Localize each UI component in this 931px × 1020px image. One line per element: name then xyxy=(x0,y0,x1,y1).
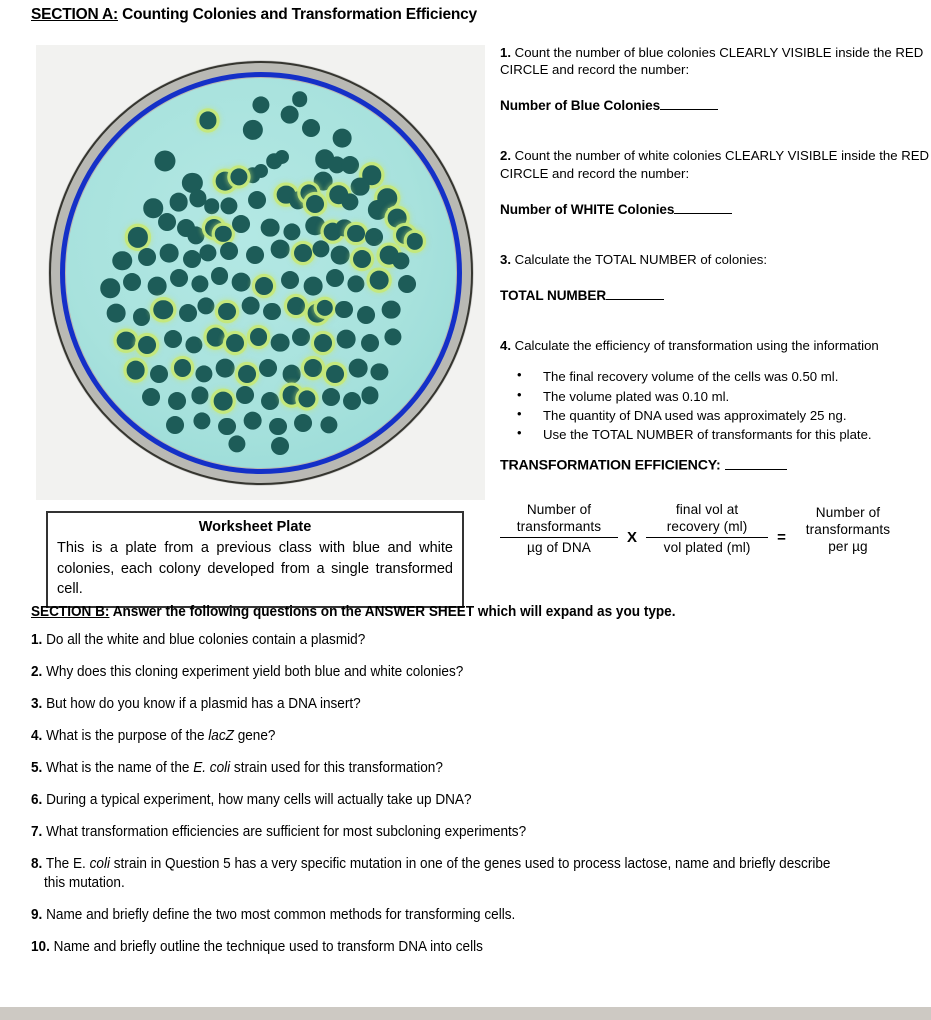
formula-fraction-1-numerator xyxy=(500,502,618,538)
question-a2 xyxy=(500,147,931,181)
question-a2-text: Count the number of white colonies CLEARLY VISIBLE inside the RED CIRCLE and record the number: xyxy=(500,148,930,181)
bacterial-colony xyxy=(226,334,244,352)
bacterial-colony xyxy=(133,308,151,326)
question-number: 10. xyxy=(31,938,50,955)
bacterial-colony xyxy=(123,273,141,291)
formula-result-line3: per µg xyxy=(828,538,868,554)
total-number-label: TOTAL NUMBER xyxy=(500,288,607,304)
bacterial-colony xyxy=(406,233,422,249)
bacterial-colony xyxy=(342,194,359,211)
petri-plate-image xyxy=(36,45,485,500)
formula-result-line2: transformants xyxy=(805,521,891,537)
question-a2-number: 2. xyxy=(500,148,511,164)
bacterial-colony xyxy=(191,387,208,404)
section-b-title: Answer the following questions on the ANSWER SHEET which will expand as you type. xyxy=(109,604,676,620)
total-number-field[interactable] xyxy=(500,288,931,303)
bacterial-colony xyxy=(347,225,365,243)
bacterial-colony xyxy=(320,416,337,433)
bacterial-colony xyxy=(271,333,290,352)
section-a-heading xyxy=(31,6,477,24)
bacterial-colony xyxy=(385,328,402,345)
bacterial-colony xyxy=(232,273,251,292)
bacterial-colony xyxy=(287,297,305,315)
bacterial-colony xyxy=(322,388,340,406)
formula-f1-denominator: µg of DNA xyxy=(527,539,591,555)
bacterial-colony xyxy=(326,365,344,383)
bacterial-colony xyxy=(353,250,371,268)
question-number: 1. xyxy=(31,632,43,648)
question-a1-number: 1. xyxy=(500,45,511,60)
bacterial-colony xyxy=(294,244,312,262)
bacterial-colony xyxy=(243,120,263,140)
plate-caption-body: This is a plate from a previous class with blue and white colonies, each colony developed from a single transformed cell. xyxy=(57,540,453,598)
bacterial-colony xyxy=(341,156,359,174)
bacterial-colony xyxy=(107,304,126,323)
section-b-question: 3. But how do you know if a plasmid has a DNA insert? xyxy=(31,695,361,712)
bacterial-colony xyxy=(150,365,168,383)
bacterial-colony xyxy=(331,246,350,265)
bacterial-colony xyxy=(229,436,246,453)
question-continuation: this mutation. xyxy=(44,874,125,891)
formula-fraction-2 xyxy=(646,502,768,557)
bacterial-colony xyxy=(253,164,267,178)
section-a-label: SECTION A: xyxy=(31,6,118,23)
section-b-question: 9. Name and briefly define the two most common methods for transforming cells. xyxy=(31,906,516,923)
bacterial-colony xyxy=(164,330,182,348)
question-a4-text: Calculate the efficiency of transformation using the information xyxy=(511,338,879,354)
bacterial-colony xyxy=(230,168,247,185)
bacterial-colony xyxy=(275,150,289,164)
bacterial-colony xyxy=(269,418,287,436)
bacterial-colony xyxy=(335,301,353,319)
bacterial-colony xyxy=(153,300,173,320)
section-b-label: SECTION B: xyxy=(31,604,110,620)
efficiency-fact-item: • The quantity of DNA used was approximately 25 ng. xyxy=(500,406,931,425)
bacterial-colony xyxy=(148,277,167,296)
bacterial-colony xyxy=(261,218,280,237)
bacterial-colony xyxy=(215,225,231,241)
bacterial-colony xyxy=(138,336,156,354)
question-a1-text: Count the number of blue colonies CLEARLY VISIBLE inside the RED CIRCLE and record the number: xyxy=(500,45,924,78)
bacterial-colony xyxy=(337,329,356,348)
question-a3 xyxy=(500,251,931,268)
bacterial-colony xyxy=(382,300,401,319)
bacterial-colony xyxy=(357,306,375,324)
bacterial-colony xyxy=(186,336,203,353)
question-a3-text: Calculate the TOTAL NUMBER of colonies: xyxy=(511,251,768,267)
bacterial-colony xyxy=(232,215,250,233)
bacterial-colony xyxy=(263,303,281,321)
bacterial-colony xyxy=(218,418,236,436)
bacterial-colony xyxy=(179,304,197,322)
formula-f2-denominator: vol plated (ml) xyxy=(663,539,751,555)
bacterial-colony xyxy=(206,327,225,346)
bacterial-colony xyxy=(361,387,378,404)
bacterial-colony xyxy=(367,200,387,220)
question-a1 xyxy=(500,44,931,78)
efficiency-fact-item: • The volume plated was 0.10 ml. xyxy=(500,387,931,406)
formula-f2-num-line1: final vol at xyxy=(675,502,739,517)
efficiency-facts-list xyxy=(500,367,931,444)
bacterial-colony xyxy=(166,416,184,434)
question-number: 6. xyxy=(31,791,43,808)
section-b-heading xyxy=(31,604,676,620)
bacterial-colony xyxy=(101,278,121,298)
bacterial-colony xyxy=(302,119,320,137)
bacterial-colony xyxy=(168,392,186,410)
formula-f1-num-line1: Number of xyxy=(526,502,592,517)
bacterial-colony xyxy=(199,112,216,129)
bacterial-colony xyxy=(199,244,216,261)
white-colonies-blank[interactable] xyxy=(674,202,732,214)
question-a3-number: 3. xyxy=(500,251,511,267)
bacterial-colony xyxy=(271,437,289,455)
bacterial-colony xyxy=(188,227,205,244)
bacterial-colony xyxy=(174,359,192,377)
bacterial-colony xyxy=(255,277,273,295)
bacterial-colony xyxy=(246,246,264,264)
formula-result-line1: Number of xyxy=(815,505,881,520)
bacterial-colony xyxy=(271,240,290,259)
question-number: 2. xyxy=(31,663,43,680)
section-a-questions xyxy=(500,44,931,474)
bacterial-colony xyxy=(193,412,210,429)
section-b-question: 7. What transformation efficiencies are sufficient for most subcloning experiments? xyxy=(31,823,527,840)
bacterial-colony xyxy=(195,365,212,382)
bacterial-colony xyxy=(294,414,312,432)
bacterial-colony xyxy=(259,359,277,377)
formula-result xyxy=(795,505,901,556)
bacterial-colony xyxy=(241,296,260,315)
bacterial-colony xyxy=(347,276,364,293)
bacterial-colony xyxy=(306,195,324,213)
bottom-status-bar xyxy=(0,1007,931,1020)
question-number: 3. xyxy=(31,695,43,712)
bacterial-colony xyxy=(252,96,269,113)
bacterial-colony xyxy=(191,276,208,293)
blue-colonies-label: Number of Blue Colonies xyxy=(500,98,661,114)
bacterial-colony xyxy=(317,299,333,315)
total-number-blank[interactable] xyxy=(606,288,664,300)
efficiency-fact-item: • The final recovery volume of the cells was 0.50 ml. xyxy=(500,367,931,386)
bacterial-colony xyxy=(312,241,329,258)
transformation-efficiency-formula xyxy=(500,502,931,557)
bacterial-colony xyxy=(158,213,176,231)
italic-term: E. coli xyxy=(193,759,231,776)
bacterial-colony xyxy=(248,191,266,209)
transformation-efficiency-blank[interactable] xyxy=(725,457,787,470)
bacterial-colony xyxy=(117,331,136,350)
question-number: 9. xyxy=(31,906,43,923)
bacterial-colony xyxy=(220,242,238,260)
bacterial-colony xyxy=(292,91,308,107)
plate-dish xyxy=(49,61,473,485)
bacterial-colony xyxy=(204,198,220,214)
question-a4-number: 4. xyxy=(500,338,511,354)
bacterial-colony xyxy=(343,392,361,410)
bacterial-colony xyxy=(236,386,254,404)
bacterial-colony xyxy=(282,365,301,384)
bacterial-colony xyxy=(351,177,370,196)
plate-caption-title: Worksheet Plate xyxy=(198,519,312,535)
bacterial-colony xyxy=(216,359,235,378)
bacterial-colony xyxy=(214,392,233,411)
blue-colonies-blank[interactable] xyxy=(660,98,718,110)
bacterial-colony xyxy=(128,227,148,247)
bacterial-colony xyxy=(250,328,268,346)
bacterial-colony xyxy=(238,365,256,383)
bacterial-colony xyxy=(218,303,236,321)
bacterial-colony xyxy=(126,361,145,380)
bacterial-colony xyxy=(112,251,132,271)
plate-caption-box xyxy=(46,511,464,608)
bacterial-colony xyxy=(392,252,409,269)
bacterial-colony xyxy=(169,193,188,212)
bacterial-colony xyxy=(261,392,279,410)
question-number: 8. xyxy=(31,855,43,872)
bacterial-colony xyxy=(154,151,175,172)
formula-fraction-1 xyxy=(500,502,618,557)
white-colonies-label: Number of WHITE Colonies xyxy=(500,201,675,217)
bacterial-colony xyxy=(371,363,388,380)
bacterial-colony xyxy=(361,334,379,352)
blue-colonies-field[interactable] xyxy=(500,98,931,113)
bacterial-colony xyxy=(349,359,368,378)
bacterial-colony xyxy=(326,269,344,287)
section-b-question: 4. What is the purpose of the lacZ gene? xyxy=(31,727,276,744)
bacterial-colony xyxy=(304,359,322,377)
bacterial-colony xyxy=(221,198,238,215)
bacterial-colony xyxy=(283,223,300,240)
question-a4 xyxy=(500,337,931,354)
formula-f2-num-line2: recovery (ml) xyxy=(666,518,748,534)
bacterial-colony xyxy=(211,267,229,285)
italic-term: coli xyxy=(89,855,110,872)
question-number: 7. xyxy=(31,823,43,840)
section-b-question: 5. What is the name of the E. coli strain used for this transformation? xyxy=(31,759,443,776)
bacterial-colony xyxy=(280,105,299,124)
plate-agar xyxy=(66,78,456,468)
white-colonies-field[interactable] xyxy=(500,202,931,217)
bacterial-colony xyxy=(299,391,316,408)
section-b-question: 8. The E. coli strain in Question 5 has a very specific mutation in one of the genes used to process lactose, name and briefly describe this mutation. xyxy=(31,855,901,893)
italic-term: lacZ xyxy=(208,727,234,744)
bacterial-colony xyxy=(304,277,323,296)
bacterial-colony xyxy=(305,216,325,236)
transformation-efficiency-field[interactable] xyxy=(500,457,931,474)
section-b-question: 6. During a typical experiment, how many cells will actually take up DNA? xyxy=(31,791,472,808)
efficiency-fact-item: • Use the TOTAL NUMBER of transformants for this plate. xyxy=(500,425,931,444)
bacterial-colony xyxy=(314,334,332,352)
section-b-question-list xyxy=(31,631,901,970)
transformation-efficiency-label: TRANSFORMATION EFFICIENCY: xyxy=(500,458,721,475)
formula-equals-operator: = xyxy=(777,528,786,546)
section-b-question: 10. Name and briefly outline the technique used to transform DNA into cells xyxy=(31,938,483,955)
bacterial-colony xyxy=(281,271,299,289)
bacterial-colony xyxy=(365,228,383,246)
question-number: 5. xyxy=(31,759,43,776)
formula-f1-num-line2: transformants xyxy=(516,518,602,534)
bacterial-colony xyxy=(388,209,407,228)
question-number: 4. xyxy=(31,727,43,744)
bacterial-colony xyxy=(398,275,416,293)
formula-multiply-operator: X xyxy=(627,528,638,546)
section-b-question: 2. Why does this cloning experiment yield both blue and white colonies? xyxy=(31,663,464,680)
bacterial-colony xyxy=(159,244,178,263)
bacterial-colony xyxy=(138,248,156,266)
bacterial-colony xyxy=(197,297,214,314)
bacterial-colony xyxy=(243,411,262,430)
bacterial-colony xyxy=(333,129,352,148)
formula-fraction-2-numerator xyxy=(646,502,768,538)
section-b-question: 1. Do all the white and blue colonies contain a plasmid? xyxy=(31,632,366,648)
bacterial-colony xyxy=(292,328,310,346)
bacterial-colony xyxy=(142,388,160,406)
bacterial-colony xyxy=(170,269,188,287)
bacterial-colony xyxy=(370,271,389,290)
section-a-title: Counting Colonies and Transformation Efficiency xyxy=(117,6,477,23)
